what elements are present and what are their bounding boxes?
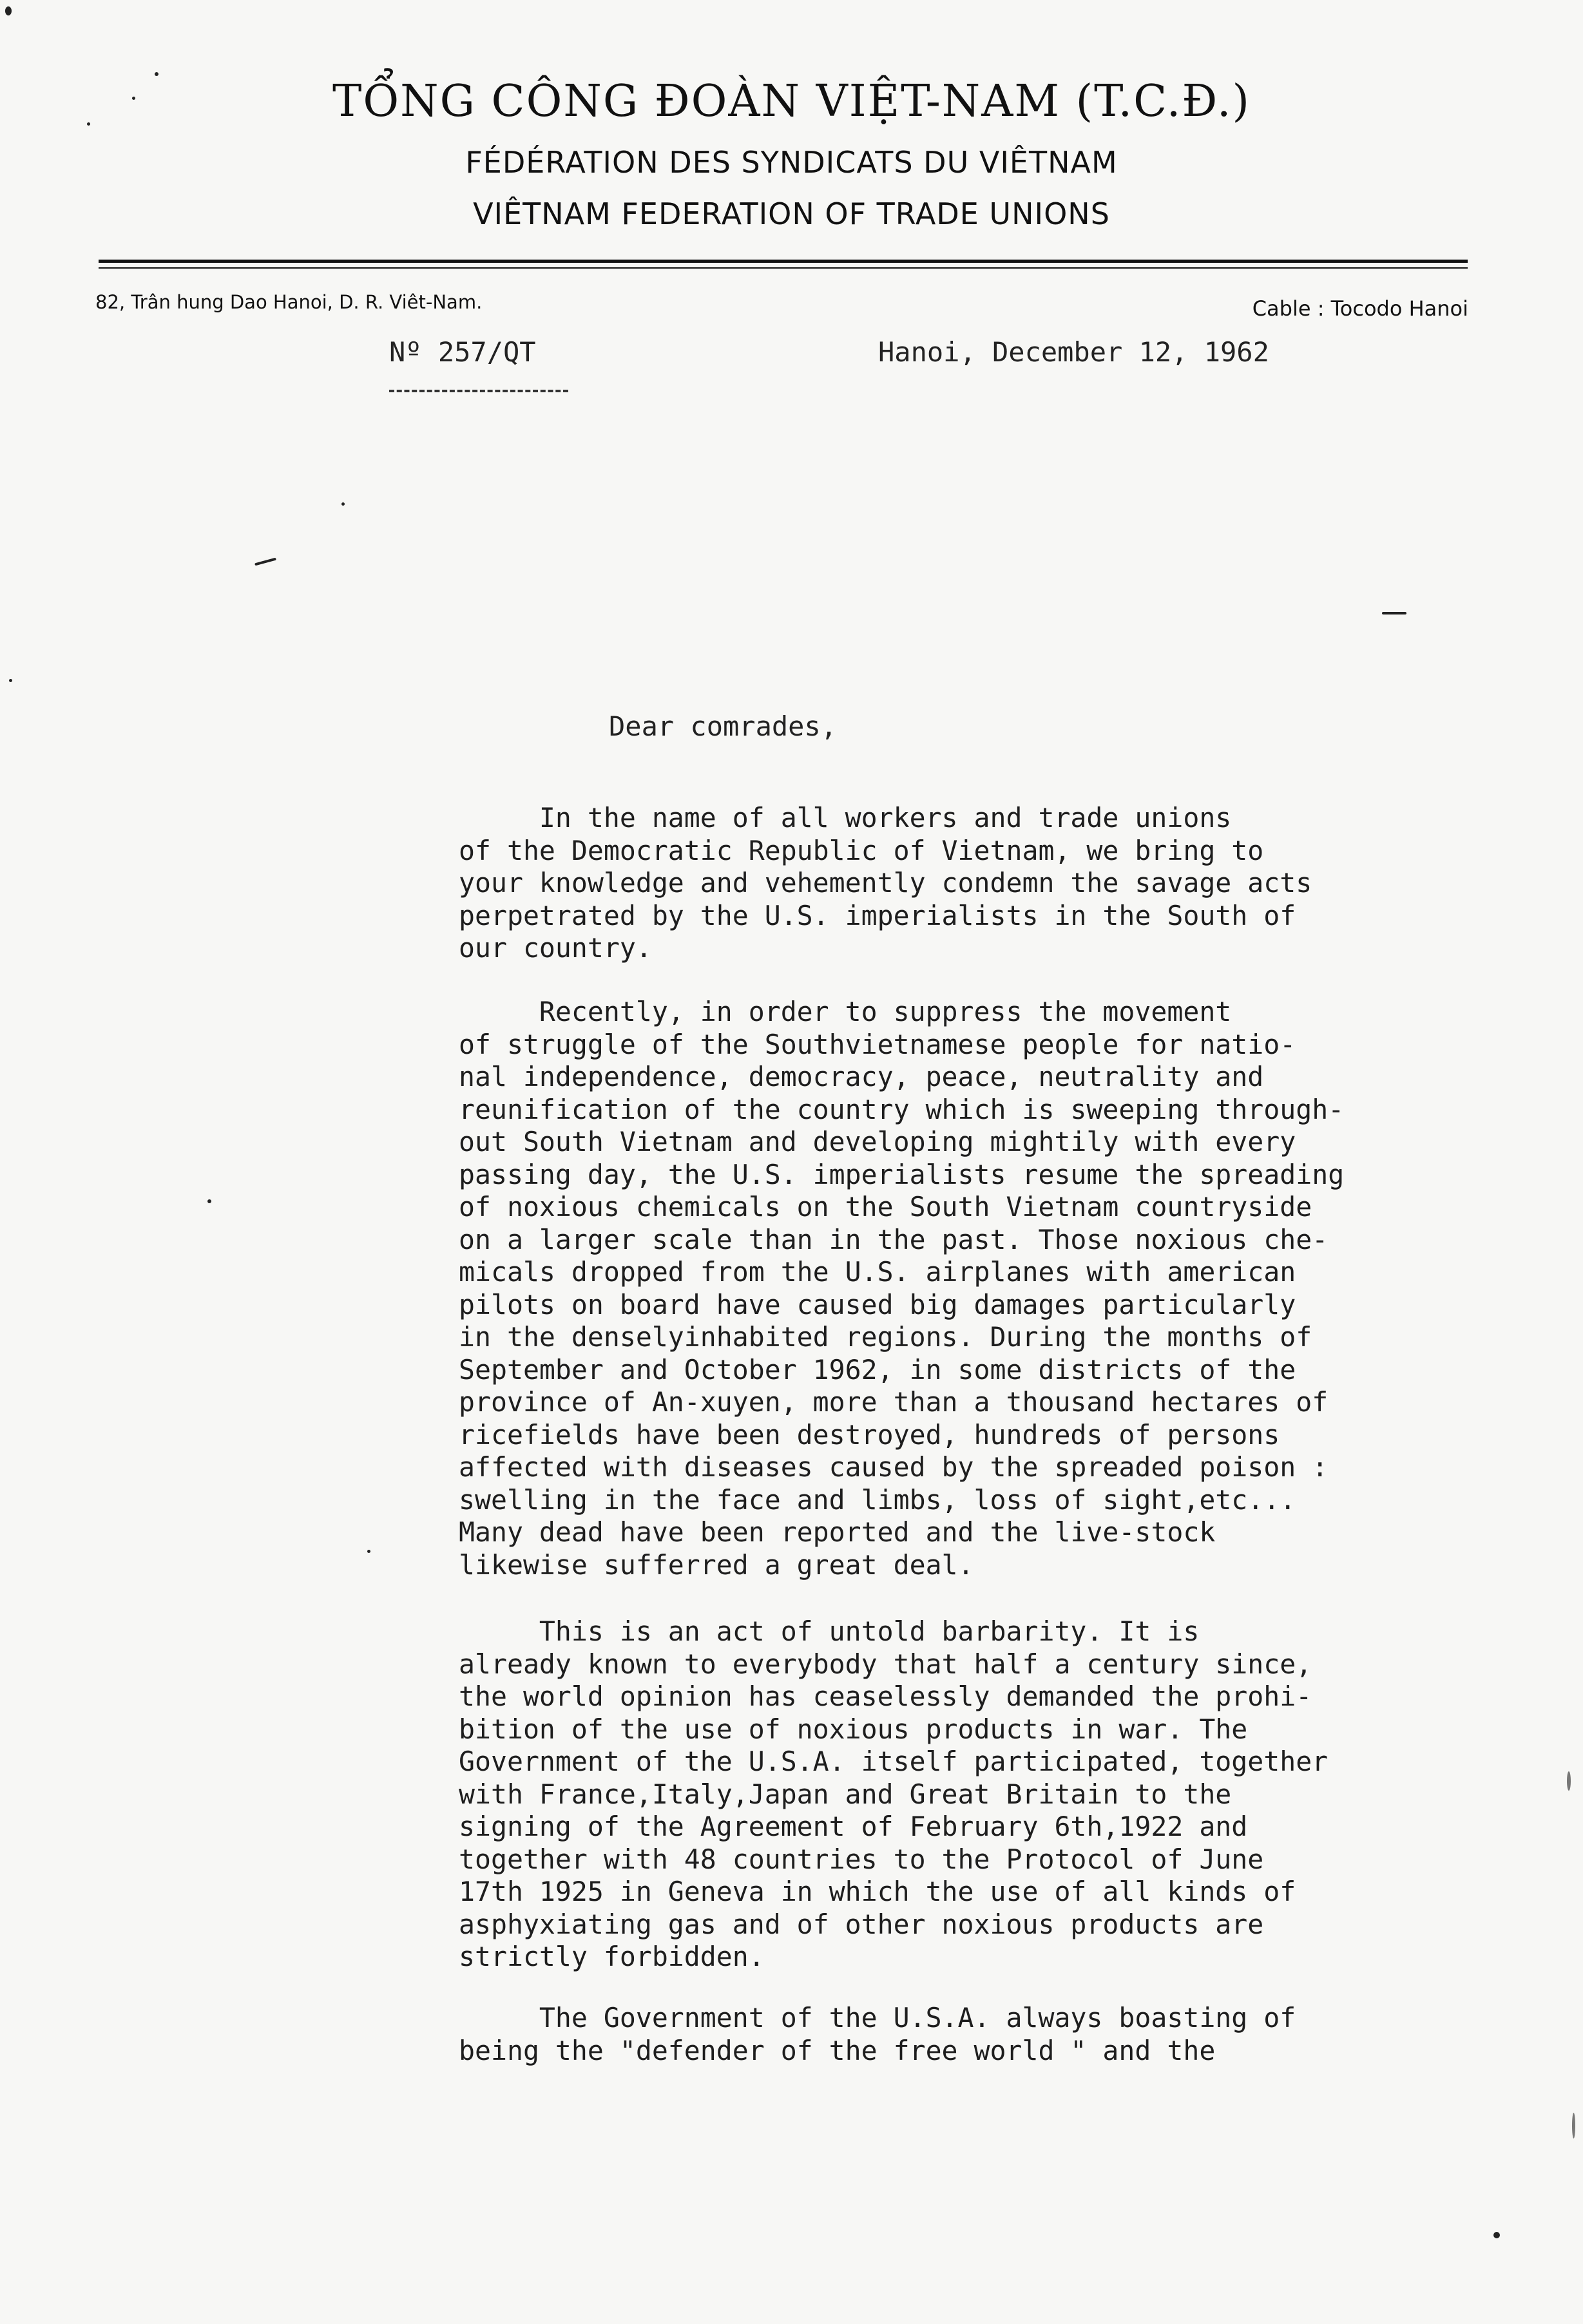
text-line: out South Vietnam and developing mightily with every	[459, 1126, 1296, 1157]
scan-speck	[207, 1199, 211, 1203]
text-line: passing day, the U.S. imperialists resume the spreading	[459, 1158, 1345, 1190]
text-line: with France,Italy,Japan and Great Britain to the	[459, 1778, 1232, 1810]
text-line: already known to everybody that half a century since,	[459, 1648, 1312, 1680]
text-line: Recently, in order to suppress the movement	[459, 996, 1232, 1027]
text-line: the world opinion has ceaselessly demanded the prohi-	[459, 1681, 1312, 1712]
text-line: in the denselyinhabited regions. During the months of	[459, 1321, 1312, 1353]
letterhead-cable: Cable : Tocodo Hanoi	[1252, 296, 1468, 321]
text-line: bition of the use of noxious products in war. The	[459, 1713, 1248, 1745]
text-line: our country.	[459, 932, 652, 964]
salutation: Dear comrades,	[609, 710, 838, 742]
text-line: signing of the Agreement of February 6th,1922 and	[459, 1811, 1248, 1842]
text-line: 17th 1925 in Geneva in which the use of all kinds of	[459, 1876, 1296, 1907]
paragraph-4	[459, 2002, 1554, 2067]
letterhead-french-name: FÉDÉRATION DES SYNDICATS DU VIÊTNAM	[465, 145, 1118, 180]
text-line: The Government of the U.S.A. always boasting of	[459, 2002, 1296, 2034]
paragraph-3	[459, 1615, 1554, 1974]
text-line: province of An-xuyen, more than a thousand hectares of	[459, 1386, 1329, 1418]
letterhead-address: 82, Trân hung Dao Hanoi, D. R. Viêt-Nam.	[95, 291, 483, 313]
letterhead-rule-thick	[99, 260, 1468, 263]
text-line: your knowledge and vehemently condemn the savage acts	[459, 867, 1312, 899]
text-line: perpetrated by the U.S. imperialists in the South of	[459, 899, 1296, 931]
text-line: of the Democratic Republic of Vietnam, we bring to	[459, 834, 1264, 866]
paragraph-2	[459, 996, 1554, 1581]
text-line: ricefields have been destroyed, hundreds of persons	[459, 1418, 1280, 1451]
text-line: September and October 1962, in some districts of the	[459, 1353, 1296, 1386]
text-line: together with 48 countries to the Protocol of June	[459, 1843, 1264, 1875]
text-line: strictly forbidden.	[459, 1941, 765, 1972]
letter-date: Hanoi, December 12, 1962	[878, 336, 1269, 368]
text-line: nal independence, democracy, peace, neutrality and	[459, 1061, 1264, 1092]
text-line: micals dropped from the U.S. airplanes with american	[459, 1256, 1296, 1288]
text-line: swelling in the face and limbs, loss of sight,etc...	[459, 1483, 1296, 1516]
scan-speck	[9, 679, 12, 682]
reference-number: Nº 257/QT	[389, 336, 536, 368]
scan-speck	[341, 502, 345, 506]
text-line: pilots on board have caused big damages particularly	[459, 1288, 1296, 1320]
text-line: This is an act of untold barbarity. It is	[459, 1615, 1200, 1647]
scan-speck	[5, 6, 12, 15]
scan-speck	[1567, 1771, 1571, 1791]
text-line: Many dead have been reported and the live-stock	[459, 1516, 1216, 1548]
text-line: likewise sufferred a great deal.	[459, 1548, 974, 1581]
text-line: reunification of the country which is sweeping through-	[459, 1093, 1345, 1125]
scan-speck	[132, 97, 135, 100]
paragraph-1	[459, 802, 1554, 965]
text-line: on a larger scale than in the past. Those noxious che-	[459, 1223, 1329, 1255]
text-line: asphyxiating gas and of other noxious products are	[459, 1908, 1264, 1940]
scan-speck	[1493, 2232, 1500, 2238]
text-line: being the "defender of the free world " and the	[459, 2034, 1216, 2066]
scan-speck	[1382, 612, 1406, 614]
scan-speck	[367, 1550, 370, 1553]
text-line: Government of the U.S.A. itself participated, together	[459, 1746, 1329, 1777]
scan-speck	[254, 558, 276, 566]
text-line: affected with diseases caused by the spreaded poison :	[459, 1451, 1329, 1483]
letterhead-title: TỔNG CÔNG ĐOÀN VIỆT-NAM (T.C.Đ.)	[332, 76, 1251, 127]
reference-underline	[389, 390, 568, 392]
text-line: In the name of all workers and trade unions	[459, 802, 1232, 833]
letterhead-english-name: VIÊTNAM FEDERATION OF TRADE UNIONS	[473, 196, 1110, 231]
scan-speck	[1572, 2113, 1575, 2138]
letterhead-rule-thin	[99, 267, 1468, 269]
scan-speck	[87, 122, 90, 126]
text-line: of noxious chemicals on the South Vietnam countryside	[459, 1191, 1312, 1223]
text-line: of struggle of the Southvietnamese people for natio-	[459, 1028, 1296, 1060]
scan-speck	[155, 72, 158, 76]
